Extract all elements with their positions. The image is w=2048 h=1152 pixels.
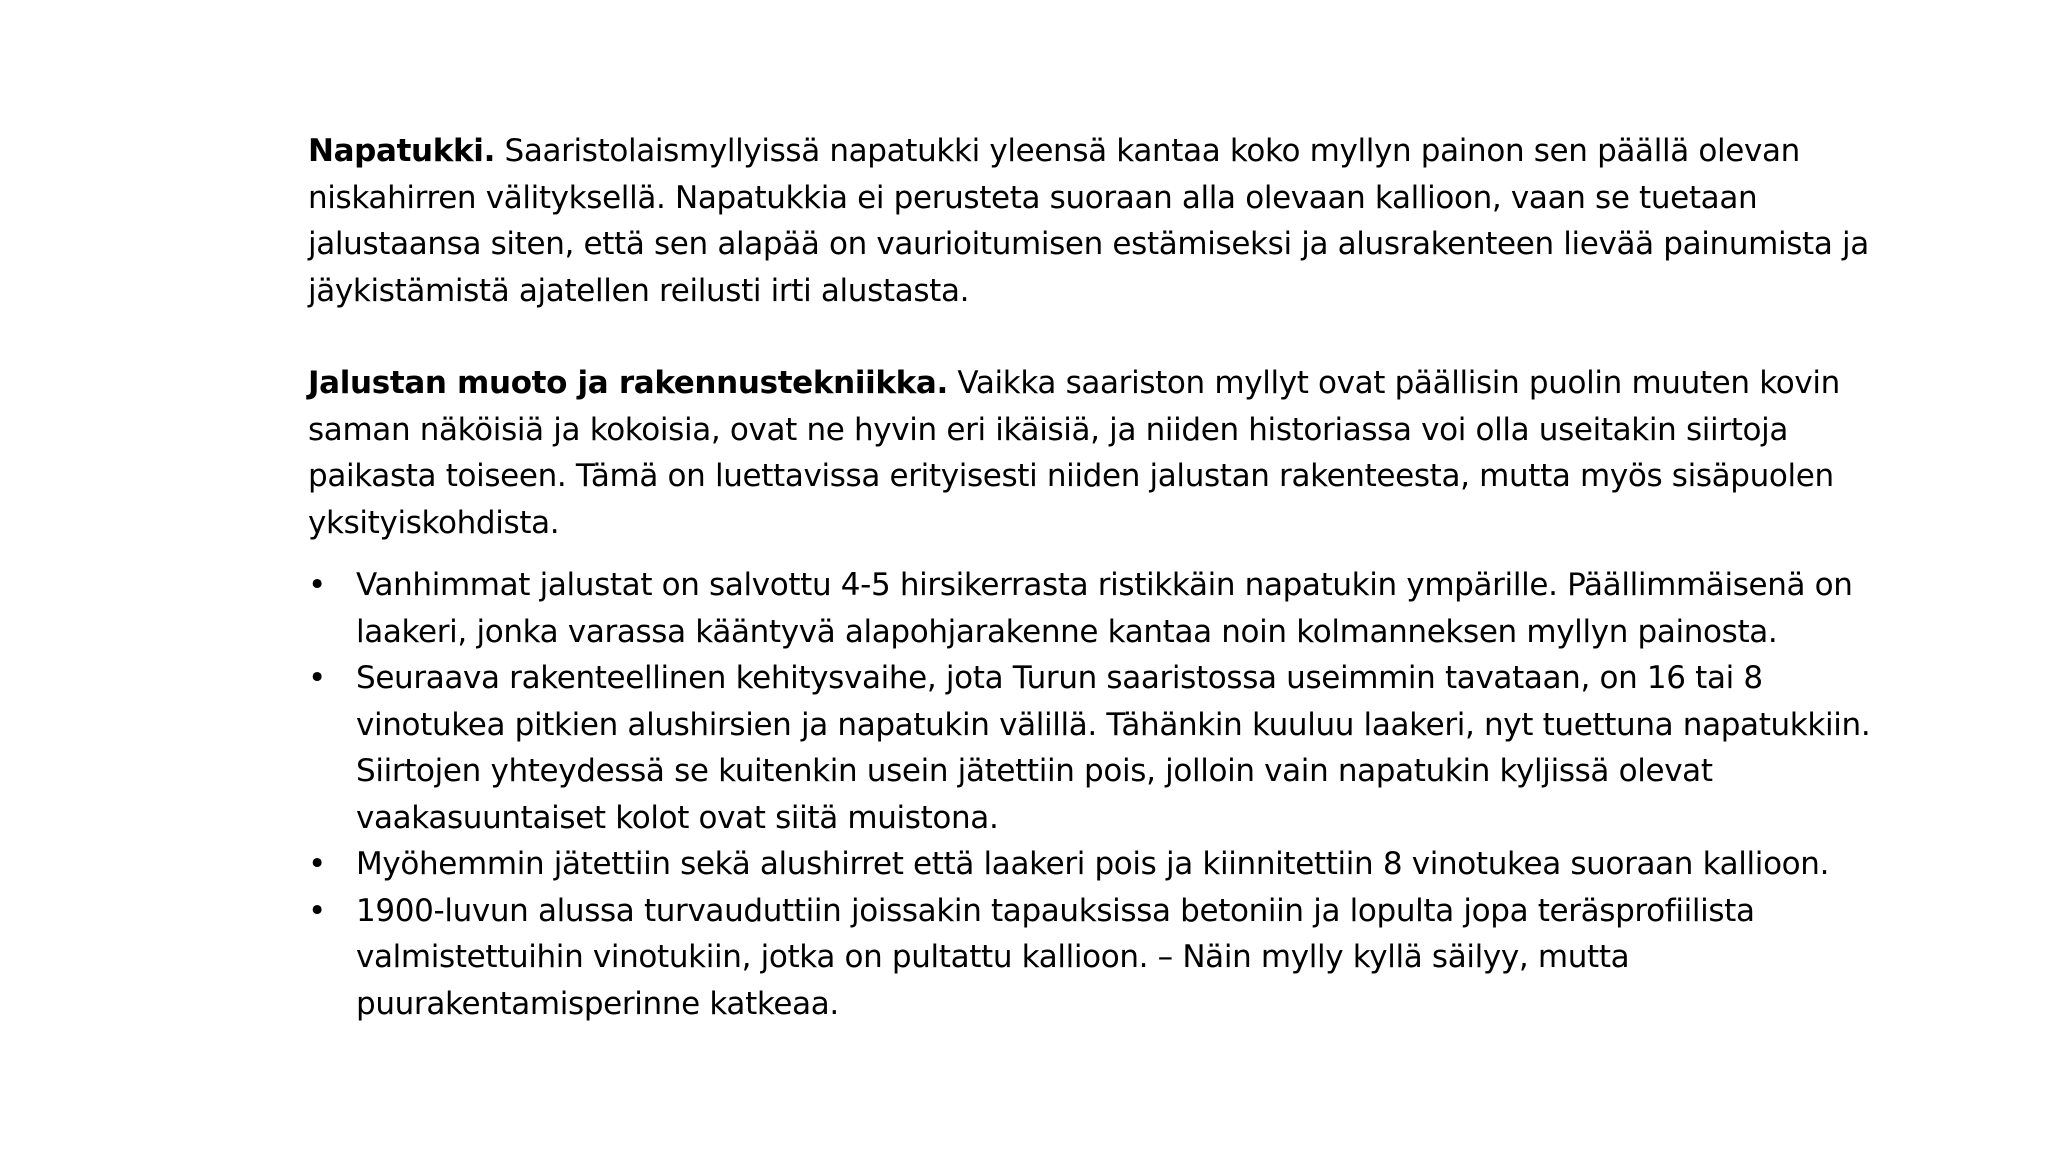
paragraph-heading: Jalustan muoto ja rakennustekniikka.: [308, 365, 948, 401]
paragraph-spacer: [308, 314, 1908, 360]
bullet-marker: •: [308, 567, 326, 603]
slide-content: [308, 128, 1908, 1027]
paragraph-text: Vaikka saariston myllyt ovat päällisin puolin muuten kovin saman näköisiä ja kokoisia, ovat ne hyvin eri ikäisiä, ja niiden historiassa voi olla useitakin siirtoja paikasta toiseen. Tämä on luettavissa erityisesti niiden jalustan rakenteesta, mutta myös sisäpuolen yksityiskohdista.: [308, 365, 1840, 541]
bullet-item: [308, 562, 1908, 655]
paragraph-napatukki: [308, 128, 1908, 314]
paragraph-text: Saaristolaismyllyissä napatukki yleensä kantaa koko myllyn painon sen päällä olevan niskahirren välityksellä. Napatukkia ei perusteta suoraan alla olevaan kallioon, vaan se tuetaan jalustaansa siten, että sen alapää on vaurioitumisen estämiseksi ja alusrakenteen lievää painumista ja jäykistämistä ajatellen reilusti irti alustasta.: [308, 133, 1869, 309]
bullet-item: [308, 655, 1908, 841]
bullet-text: 1900-luvun alussa turvauduttiin joissakin tapauksissa betoniin ja lopulta jopa teräsprofiilista valmistettuihin vinotukiin, jotka on pultattu kallioon. – Näin mylly kyllä säilyy, mutta puurakentamisperinne katkeaa.: [356, 892, 1755, 1022]
paragraph-heading: Napatukki.: [308, 133, 495, 169]
bullet-text: Myöhemmin jätettiin sekä alushirret että laakeri pois ja kiinnitettiin 8 vinotukea suoraan kallioon.: [356, 846, 1830, 882]
bullet-item: [308, 888, 1908, 1028]
bullet-marker: •: [308, 660, 326, 696]
bullet-item: [308, 841, 1908, 888]
bullet-list: [308, 562, 1908, 1027]
bullet-marker: •: [308, 892, 326, 929]
bullet-marker: •: [308, 846, 326, 882]
bullet-text: Vanhimmat jalustat on salvottu 4-5 hirsikerrasta ristikkäin napatukin ympärille. Päällimmäisenä on laakeri, jonka varassa kääntyvä alapohjarakenne kantaa noin kolmanneksen myllyn painosta.: [356, 567, 1853, 650]
paragraph-jalustan-muoto: [308, 360, 1908, 546]
bullet-text: Seuraava rakenteellinen kehitysvaihe, jota Turun saaristossa useimmin tavataan, on 16 tai 8 vinotukea pitkien alushirsien ja napatukin välillä. Tähänkin kuuluu laakeri, nyt tuettuna napatukkiin. Siirtojen yhteydessä se kuitenkin usein jätettiin pois, jolloin vain napatukin kyljissä olevat vaakasuuntaiset kolot ovat siitä muistona.: [356, 660, 1871, 836]
